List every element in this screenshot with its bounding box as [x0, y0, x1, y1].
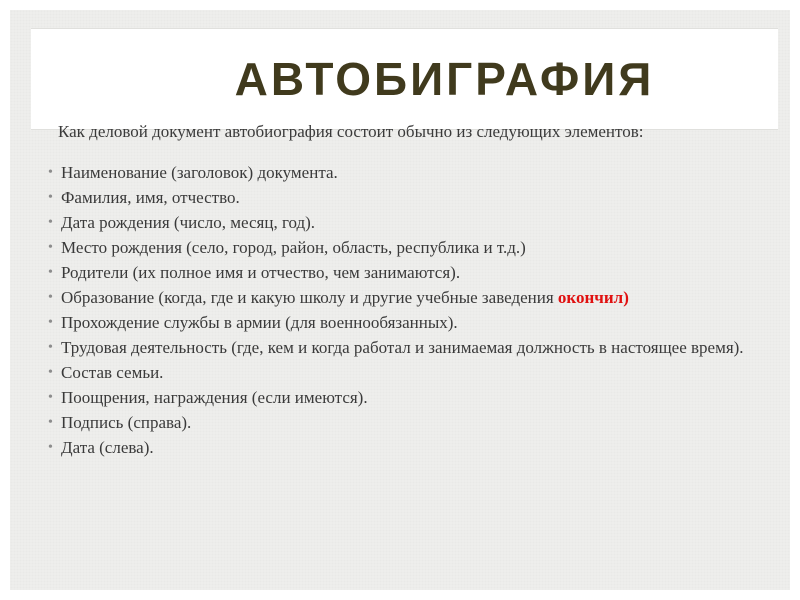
bullet-icon: • [48, 290, 53, 305]
bullet-icon: • [48, 265, 53, 280]
bullet-icon: • [48, 340, 53, 355]
title-band [31, 28, 778, 130]
bullet-icon: • [48, 315, 53, 330]
bullet-icon: • [48, 440, 53, 455]
bullet-icon: • [48, 165, 53, 180]
list-item: • Трудовая деятельность (где, кем и когда работал и занимаемая должность в настоящее время). [48, 338, 744, 357]
bullet-icon: • [48, 240, 53, 255]
highlight-text: окончил) [557, 288, 629, 307]
list-item: • Место рождения (село, город, район, область, республика и т.д.) [48, 238, 526, 257]
slide [10, 10, 790, 590]
list-item: • Прохождение службы в армии (для военнообязанных). [48, 313, 458, 332]
bullet-icon: • [48, 415, 53, 430]
bullet-icon: • [48, 365, 53, 380]
list-item: • Фамилия, имя, отчество. [48, 188, 240, 207]
list-item: • Образование (когда, где и какую школу и другие учебные заведения окончил) [48, 288, 629, 307]
list-item: • Наименование (заголовок) документа. [48, 163, 338, 182]
slide-title: АВТОБИГРАФИЯ [234, 53, 655, 105]
list-item: • Дата (слева). [48, 438, 154, 457]
bullet-icon: • [48, 190, 53, 205]
bullet-icon: • [48, 215, 53, 230]
bullet-icon: • [48, 390, 53, 405]
list-item: • Подпись (справа). [48, 413, 192, 432]
intro-text: Как деловой документ автобиография состоит обычно из следующих элементов: [58, 122, 644, 141]
list-item: • Родители (их полное имя и отчество, чем занимаются). [48, 263, 461, 282]
list-item: • Дата рождения (число, месяц, год). [48, 213, 316, 232]
list-item: • Состав семьи. [48, 363, 164, 382]
list-item: • Поощрения, награждения (если имеются). [48, 388, 368, 407]
bullet-list [48, 163, 768, 463]
